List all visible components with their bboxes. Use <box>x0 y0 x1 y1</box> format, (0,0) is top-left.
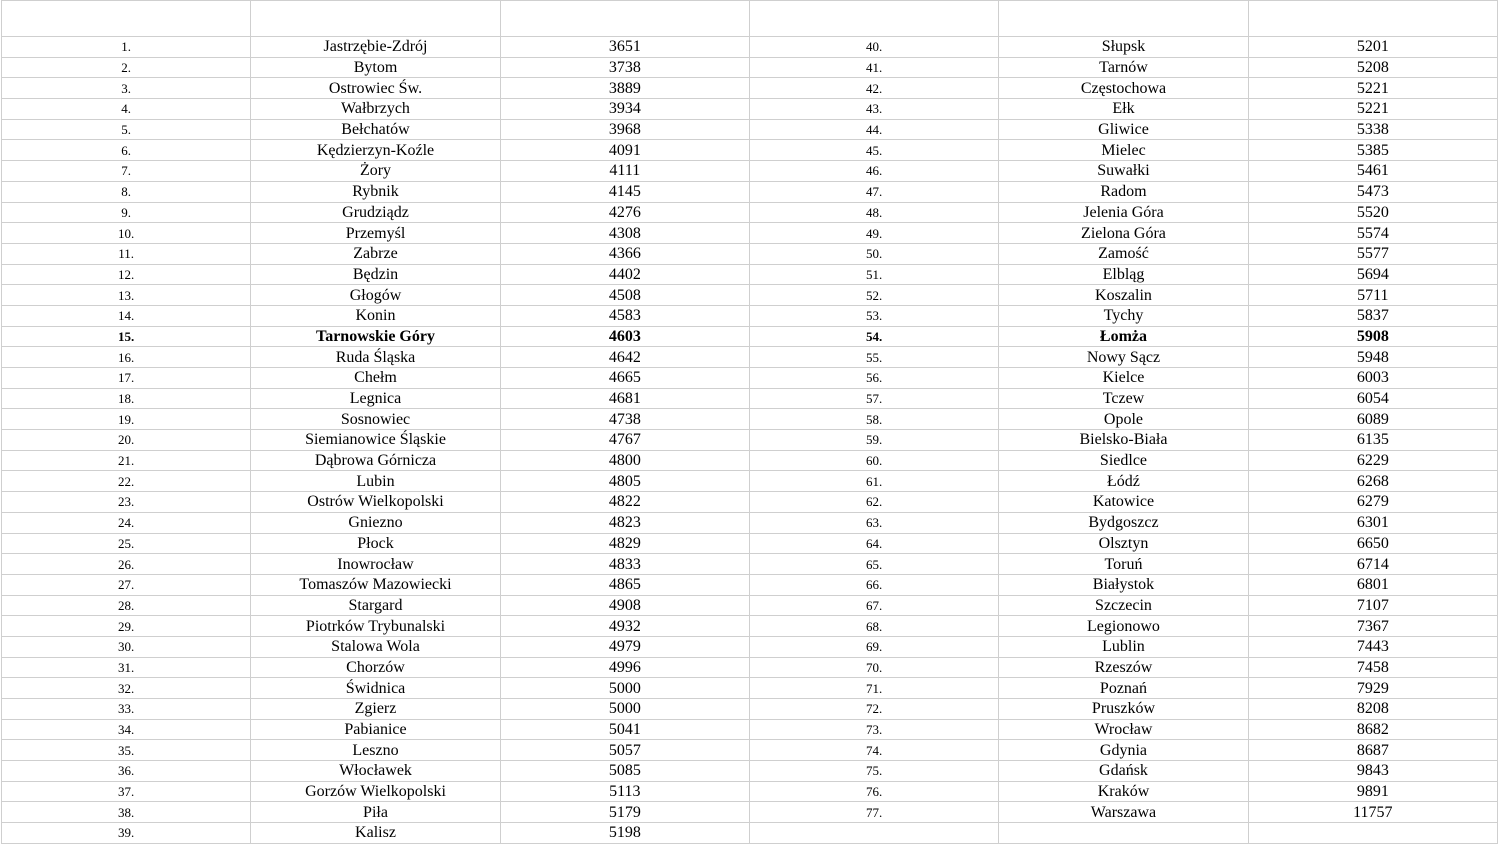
rank-cell[interactable]: 43. <box>749 99 998 120</box>
table-row <box>2 471 1498 492</box>
rank-cell[interactable]: 60. <box>749 450 998 471</box>
table-row <box>2 719 1498 740</box>
rank-cell[interactable]: 37. <box>2 781 251 802</box>
value-cell[interactable]: 4908 <box>500 595 749 616</box>
value-cell[interactable]: 6279 <box>1248 492 1497 513</box>
city-cell[interactable]: Legionowo <box>999 616 1248 637</box>
city-cell[interactable]: Wrocław <box>999 719 1248 740</box>
value-cell[interactable]: 4833 <box>500 554 749 575</box>
table-row <box>2 161 1498 182</box>
value-cell[interactable]: 7107 <box>1248 595 1497 616</box>
rank-cell[interactable]: 2. <box>2 57 251 78</box>
rank-cell[interactable]: 6. <box>2 140 251 161</box>
rank-cell[interactable]: 53. <box>749 305 998 326</box>
value-cell[interactable] <box>1248 823 1497 844</box>
rank-cell[interactable]: 55. <box>749 347 998 368</box>
value-cell[interactable]: 5201 <box>1248 37 1497 58</box>
city-cell[interactable]: Inowrocław <box>251 554 500 575</box>
rank-cell[interactable]: 22. <box>2 471 251 492</box>
table-row <box>2 430 1498 451</box>
rank-cell[interactable]: 66. <box>749 574 998 595</box>
city-cell[interactable]: Pabianice <box>251 719 500 740</box>
table-row <box>2 636 1498 657</box>
table-row <box>2 140 1498 161</box>
city-cell[interactable]: Suwałki <box>999 161 1248 182</box>
city-cell[interactable]: Łódź <box>999 471 1248 492</box>
rank-cell[interactable]: 67. <box>749 595 998 616</box>
value-cell[interactable]: 4308 <box>500 223 749 244</box>
city-cell[interactable]: Ruda Śląska <box>251 347 500 368</box>
rank-cell[interactable]: 26. <box>2 554 251 575</box>
value-cell[interactable]: 5208 <box>1248 57 1497 78</box>
city-cell[interactable]: Tychy <box>999 305 1248 326</box>
header-cell[interactable] <box>999 1 1248 37</box>
city-cell[interactable]: Chełm <box>251 368 500 389</box>
value-cell[interactable]: 4979 <box>500 636 749 657</box>
value-cell[interactable]: 6650 <box>1248 533 1497 554</box>
rank-cell[interactable]: 58. <box>749 409 998 430</box>
city-cell[interactable]: Tczew <box>999 388 1248 409</box>
value-cell[interactable]: 7367 <box>1248 616 1497 637</box>
rank-cell[interactable] <box>749 823 998 844</box>
rank-cell[interactable]: 56. <box>749 368 998 389</box>
rank-cell[interactable]: 18. <box>2 388 251 409</box>
value-cell[interactable]: 3651 <box>500 37 749 58</box>
header-cell[interactable] <box>749 1 998 37</box>
value-cell[interactable]: 6301 <box>1248 512 1497 533</box>
city-cell[interactable]: Tomaszów Mazowiecki <box>251 574 500 595</box>
city-cell[interactable]: Gdańsk <box>999 761 1248 782</box>
table-row <box>2 533 1498 554</box>
table-row <box>2 202 1498 223</box>
rank-cell[interactable]: 7. <box>2 161 251 182</box>
city-cell[interactable]: Leszno <box>251 740 500 761</box>
value-cell[interactable]: 4738 <box>500 409 749 430</box>
value-cell[interactable]: 6268 <box>1248 471 1497 492</box>
value-cell[interactable]: 5577 <box>1248 243 1497 264</box>
table-row <box>2 657 1498 678</box>
rank-cell[interactable]: 36. <box>2 761 251 782</box>
table-row <box>2 37 1498 58</box>
city-cell[interactable]: Siedlce <box>999 450 1248 471</box>
city-cell[interactable]: Olsztyn <box>999 533 1248 554</box>
value-cell[interactable]: 5461 <box>1248 161 1497 182</box>
table-row <box>2 388 1498 409</box>
city-cell[interactable]: Koszalin <box>999 285 1248 306</box>
rank-cell[interactable]: 69. <box>749 636 998 657</box>
rank-cell[interactable]: 17. <box>2 368 251 389</box>
city-cell[interactable]: Opole <box>999 409 1248 430</box>
value-cell[interactable]: 3889 <box>500 78 749 99</box>
city-cell[interactable]: Lubin <box>251 471 500 492</box>
rank-cell[interactable]: 33. <box>2 699 251 720</box>
city-cell[interactable]: Słupsk <box>999 37 1248 58</box>
city-cell[interactable]: Pruszków <box>999 699 1248 720</box>
header-cell[interactable] <box>500 1 749 37</box>
city-cell[interactable]: Świdnica <box>251 678 500 699</box>
rank-cell[interactable]: 16. <box>2 347 251 368</box>
value-cell[interactable]: 5198 <box>500 823 749 844</box>
table-row <box>2 595 1498 616</box>
value-cell[interactable]: 6003 <box>1248 368 1497 389</box>
rank-cell[interactable]: 70. <box>749 657 998 678</box>
table-row <box>2 740 1498 761</box>
table-row <box>2 285 1498 306</box>
city-cell[interactable]: Jastrzębie-Zdrój <box>251 37 500 58</box>
value-cell[interactable]: 5574 <box>1248 223 1497 244</box>
table-row <box>2 305 1498 326</box>
table-row <box>2 512 1498 533</box>
value-cell[interactable]: 5000 <box>500 678 749 699</box>
value-cell[interactable]: 5473 <box>1248 181 1497 202</box>
table-row <box>2 223 1498 244</box>
rank-cell[interactable]: 52. <box>749 285 998 306</box>
city-cell[interactable]: Będzin <box>251 264 500 285</box>
value-cell[interactable]: 8687 <box>1248 740 1497 761</box>
table-row <box>2 699 1498 720</box>
rank-cell[interactable]: 11. <box>2 243 251 264</box>
value-cell[interactable]: 4642 <box>500 347 749 368</box>
rank-cell[interactable]: 46. <box>749 161 998 182</box>
rank-cell[interactable]: 15. <box>2 326 251 347</box>
rank-cell[interactable]: 12. <box>2 264 251 285</box>
rank-cell[interactable]: 1. <box>2 37 251 58</box>
city-cell[interactable]: Kalisz <box>251 823 500 844</box>
rank-cell[interactable]: 63. <box>749 512 998 533</box>
city-cell[interactable]: Dąbrowa Górnicza <box>251 450 500 471</box>
city-cell[interactable]: Grudziądz <box>251 202 500 223</box>
value-cell[interactable]: 5385 <box>1248 140 1497 161</box>
rank-cell[interactable]: 29. <box>2 616 251 637</box>
city-cell[interactable]: Szczecin <box>999 595 1248 616</box>
city-cell[interactable]: Mielec <box>999 140 1248 161</box>
city-cell[interactable]: Rybnik <box>251 181 500 202</box>
rank-cell[interactable]: 3. <box>2 78 251 99</box>
city-cell[interactable]: Częstochowa <box>999 78 1248 99</box>
rank-cell[interactable]: 24. <box>2 512 251 533</box>
value-cell[interactable]: 4996 <box>500 657 749 678</box>
rank-cell[interactable]: 25. <box>2 533 251 554</box>
city-cell[interactable]: Gorzów Wielkopolski <box>251 781 500 802</box>
value-cell[interactable]: 3738 <box>500 57 749 78</box>
value-cell[interactable]: 5221 <box>1248 99 1497 120</box>
table-row <box>2 761 1498 782</box>
rank-cell[interactable]: 40. <box>749 37 998 58</box>
city-cell[interactable]: Bydgoszcz <box>999 512 1248 533</box>
rank-cell[interactable]: 9. <box>2 202 251 223</box>
city-cell[interactable]: Tarnów <box>999 57 1248 78</box>
value-cell[interactable]: 5057 <box>500 740 749 761</box>
table-row <box>2 99 1498 120</box>
value-cell[interactable]: 9843 <box>1248 761 1497 782</box>
city-cell[interactable]: Chorzów <box>251 657 500 678</box>
rank-cell[interactable]: 57. <box>749 388 998 409</box>
value-cell[interactable]: 6054 <box>1248 388 1497 409</box>
value-cell[interactable]: 6714 <box>1248 554 1497 575</box>
value-cell[interactable]: 5908 <box>1248 326 1497 347</box>
table-row <box>2 802 1498 823</box>
city-cell[interactable]: Legnica <box>251 388 500 409</box>
table-row <box>2 119 1498 140</box>
value-cell[interactable]: 4800 <box>500 450 749 471</box>
city-cell[interactable]: Jelenia Góra <box>999 202 1248 223</box>
rank-cell[interactable]: 38. <box>2 802 251 823</box>
city-cell[interactable]: Toruń <box>999 554 1248 575</box>
city-cell[interactable]: Wałbrzych <box>251 99 500 120</box>
city-cell[interactable]: Gniezno <box>251 512 500 533</box>
city-cell[interactable]: Przemyśl <box>251 223 500 244</box>
city-cell[interactable]: Płock <box>251 533 500 554</box>
rank-cell[interactable]: 47. <box>749 181 998 202</box>
rank-cell[interactable]: 64. <box>749 533 998 554</box>
rank-cell[interactable]: 34. <box>2 719 251 740</box>
rank-cell[interactable]: 74. <box>749 740 998 761</box>
value-cell[interactable]: 4508 <box>500 285 749 306</box>
value-cell[interactable]: 4823 <box>500 512 749 533</box>
value-cell[interactable]: 4665 <box>500 368 749 389</box>
value-cell[interactable]: 4932 <box>500 616 749 637</box>
rank-cell[interactable]: 54. <box>749 326 998 347</box>
city-cell[interactable]: Głogów <box>251 285 500 306</box>
value-cell[interactable]: 4767 <box>500 430 749 451</box>
value-cell[interactable]: 4822 <box>500 492 749 513</box>
city-cell[interactable]: Łomża <box>999 326 1248 347</box>
value-cell[interactable]: 4276 <box>500 202 749 223</box>
city-cell[interactable]: Katowice <box>999 492 1248 513</box>
rank-cell[interactable]: 77. <box>749 802 998 823</box>
city-cell[interactable]: Włocławek <box>251 761 500 782</box>
value-cell[interactable]: 4145 <box>500 181 749 202</box>
rank-cell[interactable]: 20. <box>2 430 251 451</box>
table-row <box>2 57 1498 78</box>
city-cell[interactable]: Nowy Sącz <box>999 347 1248 368</box>
city-cell[interactable]: Bielsko-Biała <box>999 430 1248 451</box>
rank-cell[interactable]: 73. <box>749 719 998 740</box>
rank-cell[interactable]: 42. <box>749 78 998 99</box>
rank-cell[interactable]: 48. <box>749 202 998 223</box>
city-cell[interactable]: Kędzierzyn-Koźle <box>251 140 500 161</box>
city-cell[interactable]: Zabrze <box>251 243 500 264</box>
city-cell[interactable]: Ełk <box>999 99 1248 120</box>
rank-cell[interactable]: 44. <box>749 119 998 140</box>
rank-cell[interactable]: 45. <box>749 140 998 161</box>
city-cell[interactable]: Zielona Góra <box>999 223 1248 244</box>
value-cell[interactable]: 4865 <box>500 574 749 595</box>
rank-cell[interactable]: 28. <box>2 595 251 616</box>
header-row <box>2 1 1498 37</box>
city-cell[interactable]: Stalowa Wola <box>251 636 500 657</box>
rank-cell[interactable]: 23. <box>2 492 251 513</box>
value-cell[interactable]: 3934 <box>500 99 749 120</box>
header-cell[interactable] <box>251 1 500 37</box>
rank-cell[interactable]: 10. <box>2 223 251 244</box>
city-cell[interactable]: Zamość <box>999 243 1248 264</box>
table-body <box>2 1 1498 844</box>
header-cell[interactable] <box>1248 1 1497 37</box>
value-cell[interactable]: 9891 <box>1248 781 1497 802</box>
table-row <box>2 347 1498 368</box>
city-cell[interactable]: Zgierz <box>251 699 500 720</box>
city-cell[interactable]: Tarnowskie Góry <box>251 326 500 347</box>
value-cell[interactable]: 4829 <box>500 533 749 554</box>
city-values-table <box>1 0 1498 844</box>
table-row <box>2 181 1498 202</box>
rank-cell[interactable]: 62. <box>749 492 998 513</box>
rank-cell[interactable]: 4. <box>2 99 251 120</box>
table-row <box>2 492 1498 513</box>
rank-cell[interactable]: 59. <box>749 430 998 451</box>
value-cell[interactable]: 8682 <box>1248 719 1497 740</box>
rank-cell[interactable]: 65. <box>749 554 998 575</box>
value-cell[interactable]: 5338 <box>1248 119 1497 140</box>
rank-cell[interactable]: 14. <box>2 305 251 326</box>
value-cell[interactable]: 4091 <box>500 140 749 161</box>
city-cell[interactable]: Radom <box>999 181 1248 202</box>
city-cell[interactable]: Warszawa <box>999 802 1248 823</box>
city-cell[interactable]: Ostrów Wielkopolski <box>251 492 500 513</box>
rank-cell[interactable]: 61. <box>749 471 998 492</box>
header-cell[interactable] <box>2 1 251 37</box>
city-cell[interactable]: Siemianowice Śląskie <box>251 430 500 451</box>
table-row <box>2 368 1498 389</box>
value-cell[interactable]: 5711 <box>1248 285 1497 306</box>
city-cell[interactable]: Sosnowiec <box>251 409 500 430</box>
table-row <box>2 409 1498 430</box>
value-cell[interactable]: 5000 <box>500 699 749 720</box>
rank-cell[interactable]: 5. <box>2 119 251 140</box>
rank-cell[interactable]: 31. <box>2 657 251 678</box>
table-row <box>2 781 1498 802</box>
rank-cell[interactable]: 68. <box>749 616 998 637</box>
rank-cell[interactable]: 32. <box>2 678 251 699</box>
rank-cell[interactable]: 75. <box>749 761 998 782</box>
value-cell[interactable]: 4583 <box>500 305 749 326</box>
table-row <box>2 554 1498 575</box>
city-cell[interactable] <box>999 823 1248 844</box>
rank-cell[interactable]: 71. <box>749 678 998 699</box>
value-cell[interactable]: 4402 <box>500 264 749 285</box>
value-cell[interactable]: 7443 <box>1248 636 1497 657</box>
city-cell[interactable]: Poznań <box>999 678 1248 699</box>
rank-cell[interactable]: 51. <box>749 264 998 285</box>
city-cell[interactable]: Gliwice <box>999 119 1248 140</box>
value-cell[interactable]: 3968 <box>500 119 749 140</box>
table-row <box>2 616 1498 637</box>
city-cell[interactable]: Konin <box>251 305 500 326</box>
table-row <box>2 450 1498 471</box>
table-row <box>2 678 1498 699</box>
value-cell[interactable]: 5113 <box>500 781 749 802</box>
rank-cell[interactable]: 27. <box>2 574 251 595</box>
value-cell[interactable]: 5179 <box>500 802 749 823</box>
rank-cell[interactable]: 13. <box>2 285 251 306</box>
value-cell[interactable]: 5694 <box>1248 264 1497 285</box>
value-cell[interactable]: 5221 <box>1248 78 1497 99</box>
rank-cell[interactable]: 30. <box>2 636 251 657</box>
value-cell[interactable]: 5837 <box>1248 305 1497 326</box>
value-cell[interactable]: 6801 <box>1248 574 1497 595</box>
table-row <box>2 574 1498 595</box>
city-cell[interactable]: Białystok <box>999 574 1248 595</box>
city-cell[interactable]: Żory <box>251 161 500 182</box>
value-cell[interactable]: 4366 <box>500 243 749 264</box>
value-cell[interactable]: 4681 <box>500 388 749 409</box>
city-cell[interactable]: Piotrków Trybunalski <box>251 616 500 637</box>
value-cell[interactable]: 4603 <box>500 326 749 347</box>
city-cell[interactable]: Elbląg <box>999 264 1248 285</box>
value-cell[interactable]: 4111 <box>500 161 749 182</box>
rank-cell[interactable]: 19. <box>2 409 251 430</box>
rank-cell[interactable]: 72. <box>749 699 998 720</box>
table-row <box>2 78 1498 99</box>
rank-cell[interactable]: 35. <box>2 740 251 761</box>
rank-cell[interactable]: 49. <box>749 223 998 244</box>
value-cell[interactable]: 7458 <box>1248 657 1497 678</box>
value-cell[interactable]: 5085 <box>500 761 749 782</box>
city-cell[interactable]: Ostrowiec Św. <box>251 78 500 99</box>
value-cell[interactable]: 6089 <box>1248 409 1497 430</box>
table-row <box>2 823 1498 844</box>
value-cell[interactable]: 6135 <box>1248 430 1497 451</box>
table-row <box>2 264 1498 285</box>
rank-cell[interactable]: 8. <box>2 181 251 202</box>
table-row <box>2 243 1498 264</box>
value-cell[interactable]: 5041 <box>500 719 749 740</box>
city-cell[interactable]: Kraków <box>999 781 1248 802</box>
city-cell[interactable]: Bytom <box>251 57 500 78</box>
city-cell[interactable]: Lublin <box>999 636 1248 657</box>
value-cell[interactable]: 7929 <box>1248 678 1497 699</box>
city-cell[interactable]: Kielce <box>999 368 1248 389</box>
value-cell[interactable]: 5520 <box>1248 202 1497 223</box>
table-row <box>2 326 1498 347</box>
city-cell[interactable]: Bełchatów <box>251 119 500 140</box>
rank-cell[interactable]: 76. <box>749 781 998 802</box>
value-cell[interactable]: 4805 <box>500 471 749 492</box>
value-cell[interactable]: 6229 <box>1248 450 1497 471</box>
rank-cell[interactable]: 39. <box>2 823 251 844</box>
value-cell[interactable]: 5948 <box>1248 347 1497 368</box>
rank-cell[interactable]: 21. <box>2 450 251 471</box>
value-cell[interactable]: 11757 <box>1248 802 1497 823</box>
city-cell[interactable]: Piła <box>251 802 500 823</box>
rank-cell[interactable]: 41. <box>749 57 998 78</box>
value-cell[interactable]: 8208 <box>1248 699 1497 720</box>
city-cell[interactable]: Stargard <box>251 595 500 616</box>
city-cell[interactable]: Gdynia <box>999 740 1248 761</box>
rank-cell[interactable]: 50. <box>749 243 998 264</box>
city-cell[interactable]: Rzeszów <box>999 657 1248 678</box>
